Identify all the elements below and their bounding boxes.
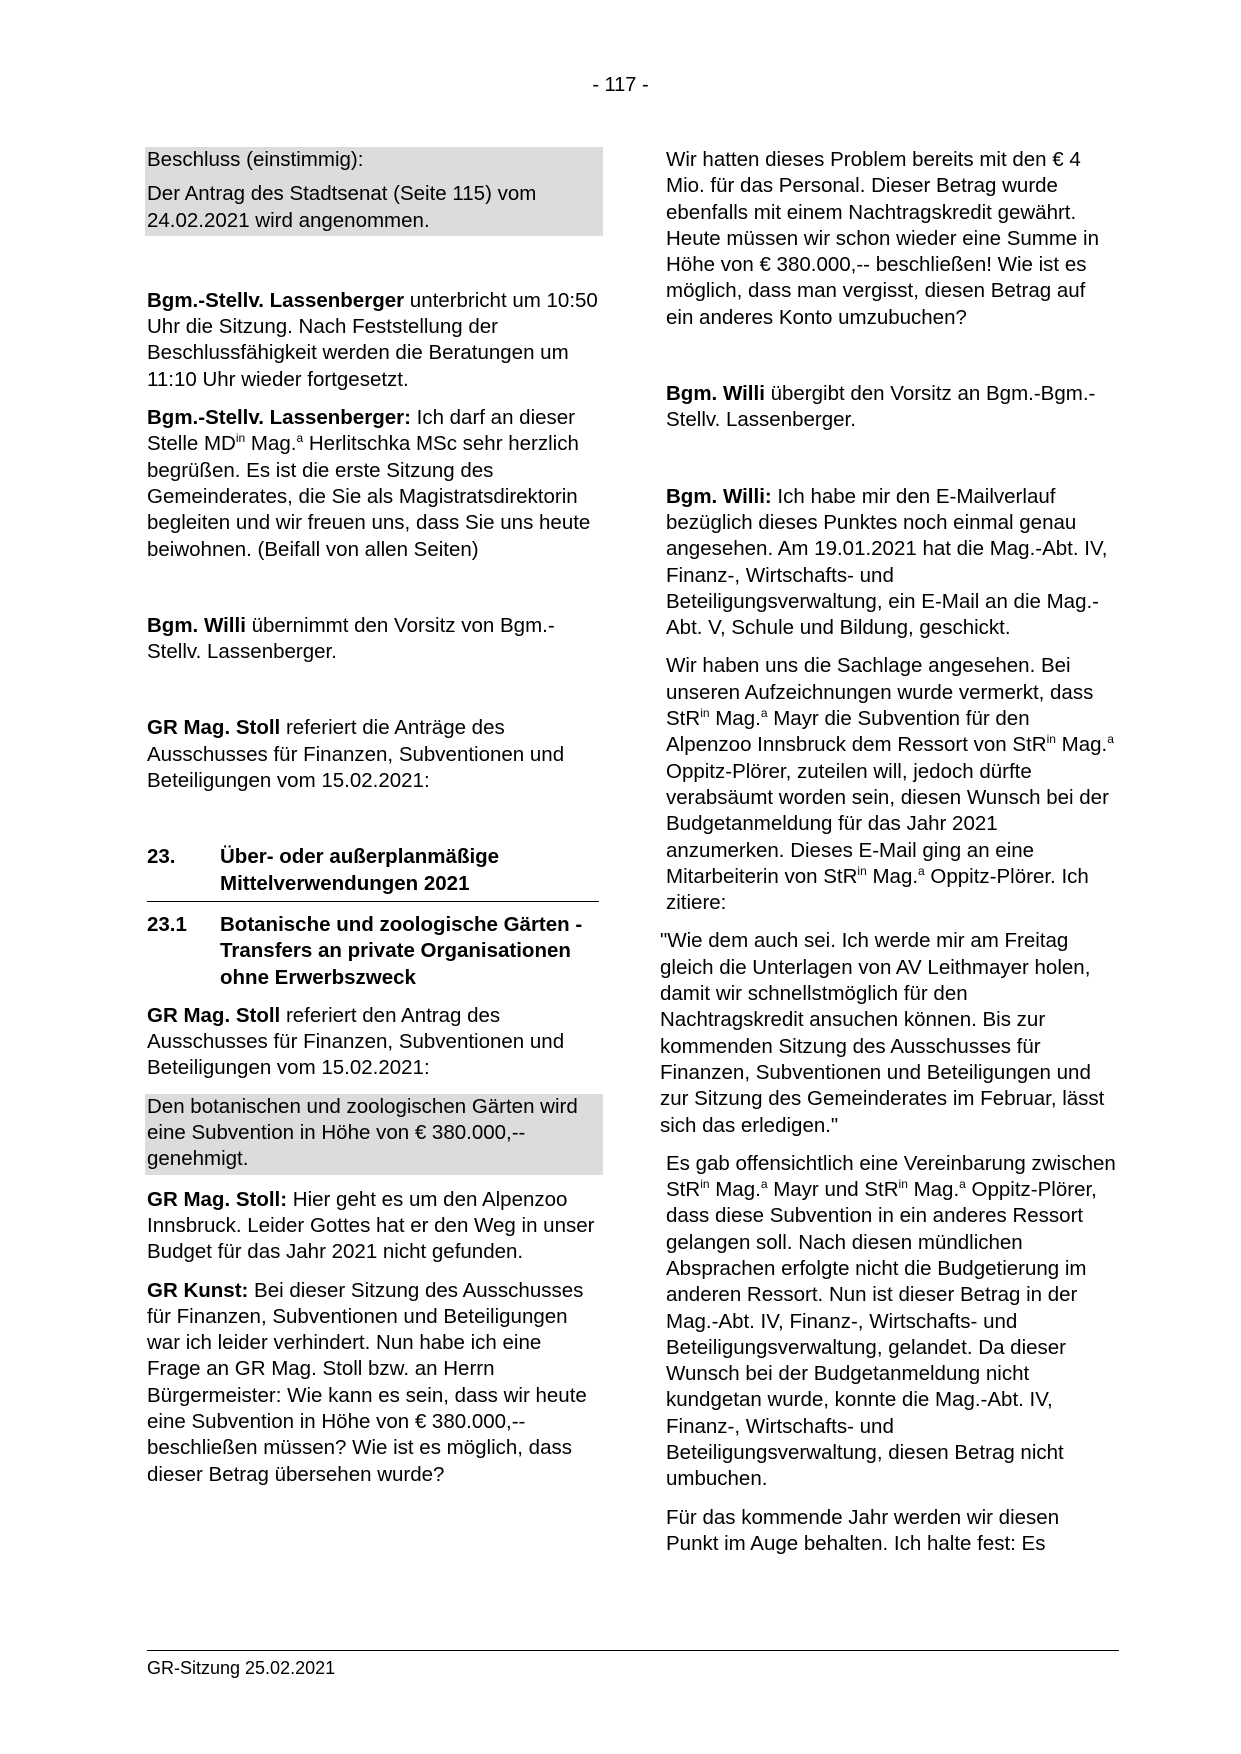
paragraph: Wir hatten dieses Problem bereits mit den € 4 Mio. für das Personal. Dieser Betrag wurde ebenfalls mit einem Nachtragskredit gewährt. Heute müssen wir schon wieder eine Summe in Höhe von € 380.000,-- beschließen! Wie ist es möglich, dass man vergisst, diesen Betrag auf ein anderes Konto umzubuchen? [666, 148, 1099, 329]
paragraph: Für das kommende Jahr werden wir diesen Punkt im Auge behalten. Ich halte fest: Es [666, 1505, 1060, 1555]
motion-text: Den botanischen und zoologischen Gärten wird eine Subvention in Höhe von € 380.000,-- genehmigt. [147, 1094, 578, 1171]
speaker-name: Bgm. Willi [147, 613, 246, 637]
speaker-name: GR Mag. Stoll [147, 1003, 281, 1027]
section-number: 23.1 [147, 912, 187, 936]
paragraph: GR Mag. Stoll referiert die Anträge des Ausschusses für Finanzen, Subventionen und Beteiligungen vom 15.02.2021: [147, 716, 565, 793]
decision-label: Beschluss (einstimmig): [147, 148, 364, 171]
paragraph: GR Kunst: Bei dieser Sitzung des Ausschusses für Finanzen, Subventionen und Beteiligungen war ich leider verhindert. Nun habe ich eine Frage an GR Mag. Stoll bzw. an Herrn Bürgermeister: Wie kann es sein, dass wir heute eine Subvention in Höhe von € 380.000,-- beschließen müssen? Wie ist es möglich, dass dieser Betrag übersehen wurde? [147, 1278, 587, 1486]
section-title: Über- oder außerplanmäßige Mittelverwendungen 2021 [220, 845, 500, 895]
speaker-name: Bgm.-Stellv. Lassenberger: [147, 406, 411, 430]
paragraph: Wir haben uns die Sachlage angesehen. Bei unseren Aufzeichnungen wurde vermerkt, dass StR$^{in}$ Mag.$^a$ Mayr die Subvention für den Alpenzoo Innsbruck dem Ressort von StR$^{in}$ Mag.$^a$ Oppitz-Plörer, zuteilen will, jedoch dürfte verabsäumt worden sein, diesen Wunsch bei der Budgetanmeldung für das Jahr 2021 anzumerken. Dieses E-Mail ging an eine Mitarbeiterin von StR$^{in}$ Mag.$^a$ Oppitz-Plörer. Ich zitiere: [666, 654, 1114, 915]
footer-divider [147, 1650, 1119, 1651]
decision-text: Der Antrag des Stadtsenat (Seite 115) vom 24.02.2021 wird angenommen. [147, 182, 537, 232]
paragraph: GR Mag. Stoll referiert den Antrag des Ausschusses für Finanzen, Subventionen und Beteiligungen vom 15.02.2021: [147, 1003, 565, 1080]
speaker-name: Bgm. Willi [666, 382, 765, 406]
paragraph: Bgm.-Stellv. Lassenberger unterbricht um 10:50 Uhr die Sitzung. Nach Feststellung der Beschlussfähigkeit werden die Beratungen um 11:10 Uhr wieder fortgesetzt. [147, 288, 598, 391]
section-heading-23 [147, 844, 599, 902]
section-title: Botanische und zoologische Gärten - Transfers an private Organisationen ohne Erwerbszweck [220, 912, 583, 989]
right-column [660, 147, 1116, 1569]
paragraph: Bgm.-Stellv. Lassenberger: Ich darf an dieser Stelle $MD^{in}$ Mag.$^a$ Herlitschka MSc sehr herzlich begrüßen. Es ist die erste Sitzung des Gemeinderates, die Sie als Magistratsdirektorin begleiten und wir freuen uns, dass Sie uns heute beiwohnen. (Beifall von allen Seiten) [147, 406, 591, 561]
speaker-name: Bgm. Willi: [666, 484, 772, 508]
decision-box [145, 147, 603, 236]
motion-box [145, 1094, 603, 1175]
speaker-name: GR Kunst: [147, 1278, 249, 1302]
speaker-name: Bgm.-Stellv. Lassenberger [147, 288, 405, 312]
section-heading-23-1 [147, 912, 599, 991]
paragraph: Bgm. Willi übernimmt den Vorsitz von Bgm.-Stellv. Lassenberger. [147, 613, 555, 664]
quotation: "Wie dem auch sei. Ich werde mir am Freitag gleich die Unterlagen von AV Leithmayer holen, damit wir schnellstmöglich für den Nachtragskredit ansuchen können. Bis zur kommenden Sitzung des Ausschusses für Finanzen, Subventionen und Beteiligungen und zur Sitzung des Gemeinderates im Februar, lässt sich das erledigen." [660, 929, 1105, 1137]
paragraph: GR Mag. Stoll: Hier geht es um den Alpenzoo Innsbruck. Leider Gottes hat er den Weg in unser Budget für das Jahr 2021 nicht gefunden. [147, 1187, 595, 1264]
speaker-name: GR Mag. Stoll [147, 716, 281, 740]
section-number: 23. [147, 845, 176, 869]
footer-text: GR-Sitzung 25.02.2021 [147, 1658, 336, 1678]
speaker-name: GR Mag. Stoll: [147, 1187, 288, 1211]
paragraph: Bgm. Willi übergibt den Vorsitz an Bgm.-Bgm.-Stellv. Lassenberger. [666, 382, 1096, 432]
left-column [147, 147, 599, 1500]
page-number: - 117 - [592, 74, 649, 96]
paragraph: Bgm. Willi: Ich habe mir den E-Mailverlauf bezüglich dieses Punktes noch einmal genau angesehen. Am 19.01.2021 hat die Mag.-Abt. IV, Finanz-, Wirtschafts- und Beteiligungsverwaltung, ein E-Mail an die Mag.-Abt. V, Schule und Bildung, geschickt. [666, 484, 1108, 640]
paragraph: Es gab offensichtlich eine Vereinbarung zwischen StR$^{in}$ Mag.$^a$ Mayr und StR$^{in}$ Mag.$^a$ Oppitz-Plörer, dass diese Subvention in ein anderes Ressort gelangen soll. Nach diesen mündlichen Absprachen erfolgte nicht die Budgetierung im anderen Ressort. Nun ist dieser Betrag in der Mag.-Abt. IV, Finanz-, Wirtschafts- und Beteiligungsverwaltung, gelandet. Da dieser Wunsch bei der Budgetanmeldung nicht kundgetan wurde, konnte die Mag.-Abt. IV, Finanz-, Wirtschafts- und Beteiligungsverwaltung, diesen Betrag nicht umbuchen. [666, 1151, 1116, 1491]
